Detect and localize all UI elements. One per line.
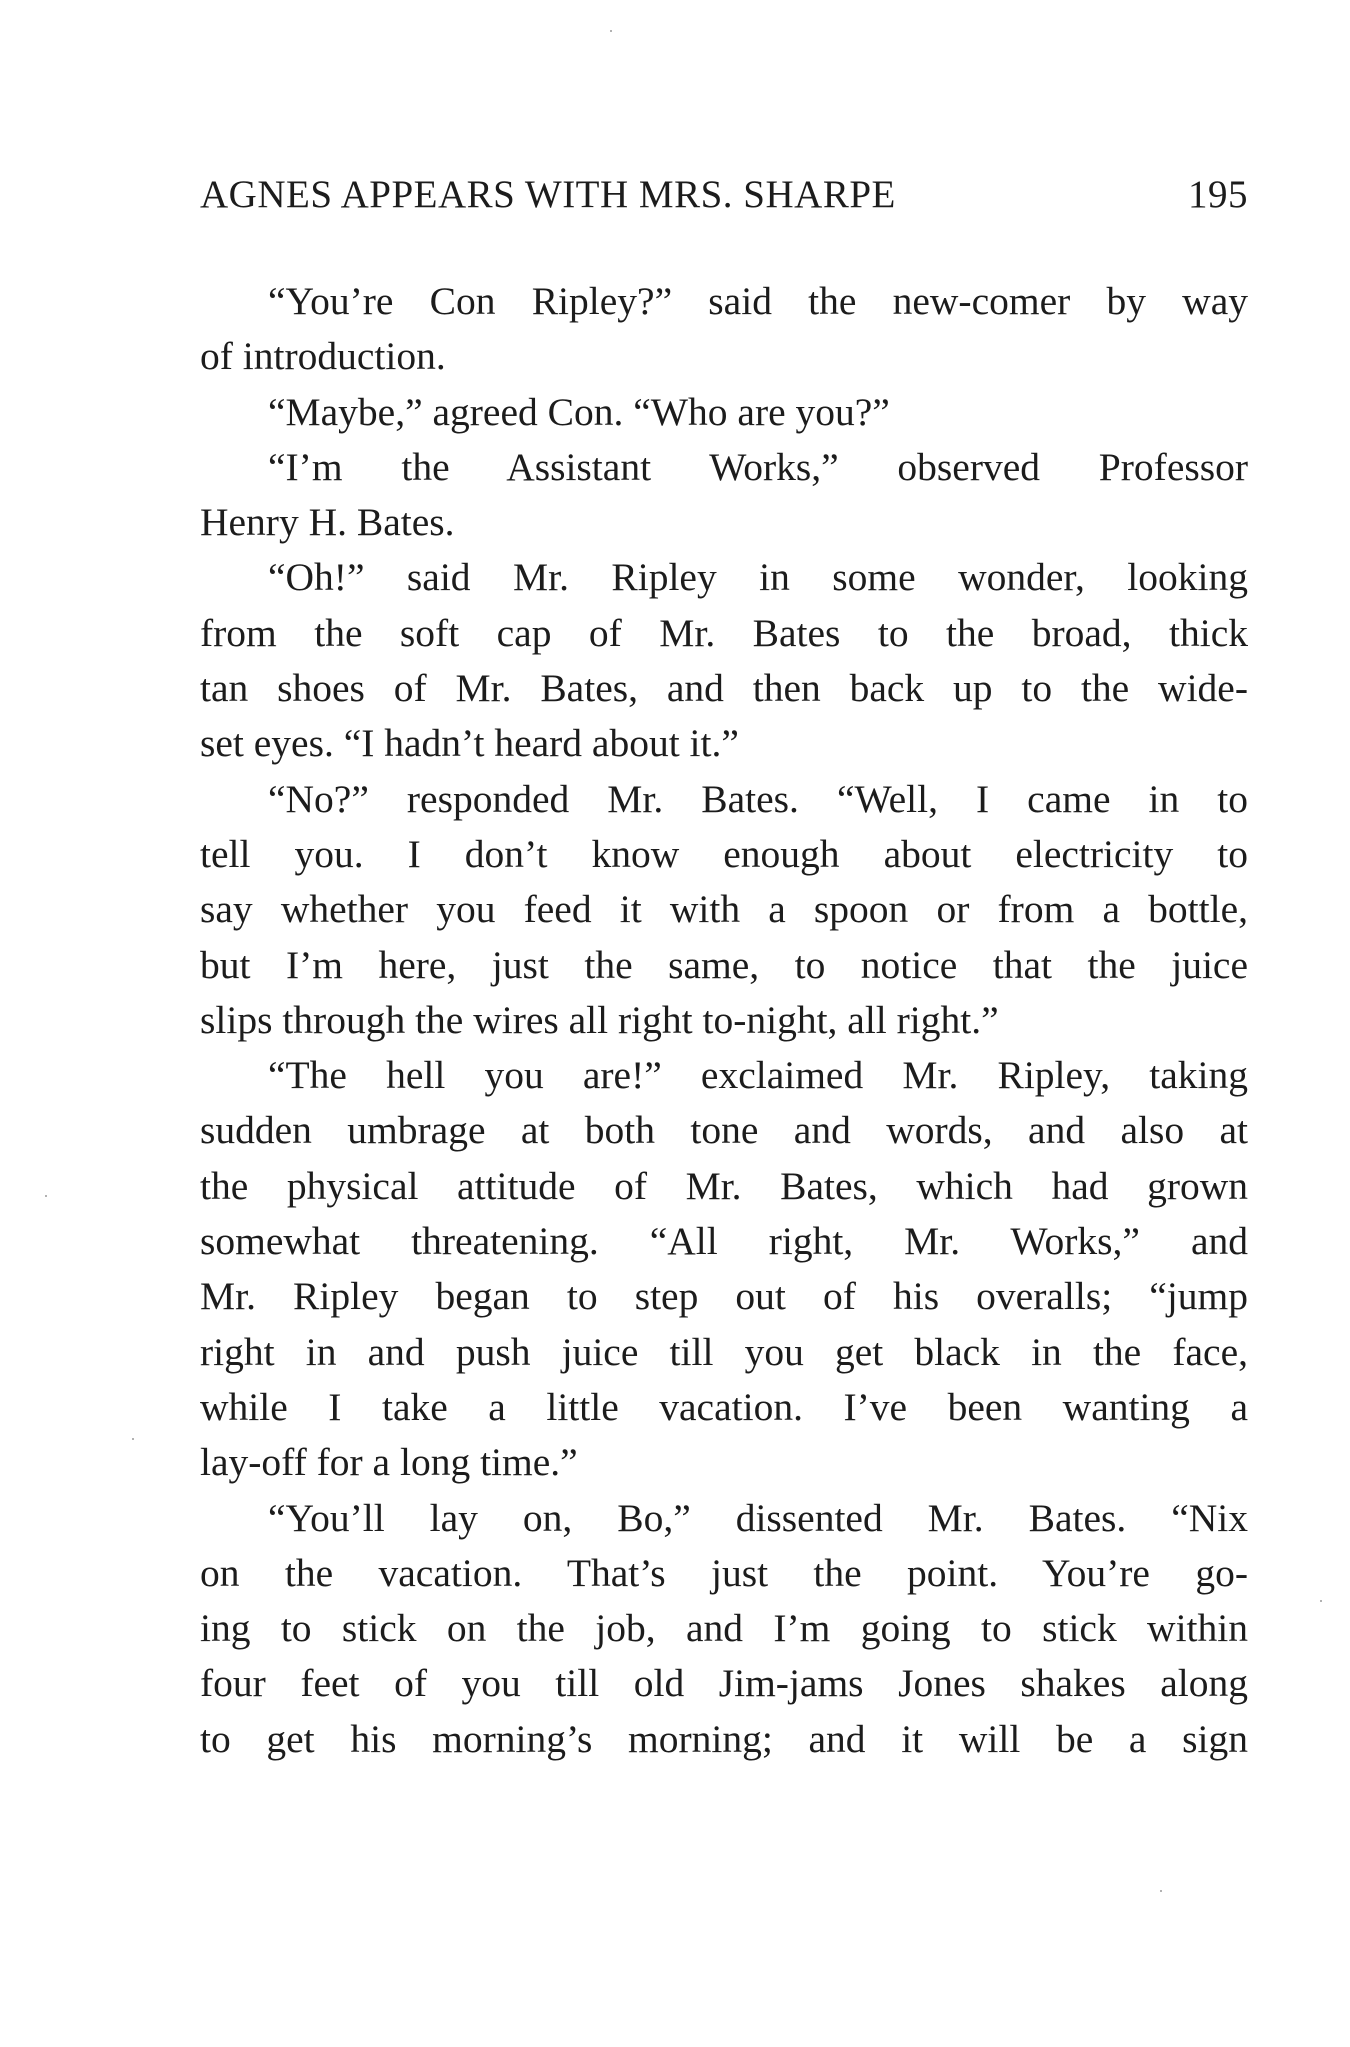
body-text [200,274,1248,1767]
paper-speck [132,1438,134,1440]
text-line: tell you. I don’t know enough about electricity to [200,831,1248,876]
text-line: Mr. Ripley began to step out of his overalls; “jump [200,1274,1248,1319]
text-line: on the vacation. That’s just the point. You’re go- [200,1550,1248,1595]
text-line: slips through the wires all right to-night, all right.” [200,997,999,1042]
text-line: “I’m the Assistant Works,” observed Professor [268,444,1248,489]
paper-speck [45,1195,47,1197]
text-line: from the soft cap of Mr. Bates to the broad, thick [200,610,1248,655]
text-line: “No?” responded Mr. Bates. “Well, I came in to [268,776,1248,821]
text-line: tan shoes of Mr. Bates, and then back up to the wide- [200,666,1248,711]
text-line: lay-off for a long time.” [200,1440,578,1485]
text-line: of introduction. [200,334,446,379]
text-line: sudden umbrage at both tone and words, and also at [200,1108,1248,1153]
text-line: “You’ll lay on, Bo,” dissented Mr. Bates. “Nix [268,1495,1248,1540]
page-number: 195 [1188,173,1248,216]
text-line: ing to stick on the job, and I’m going to stick within [200,1606,1248,1651]
text-line: to get his morning’s morning; and it will be a sign [200,1716,1248,1761]
text-line: “The hell you are!” exclaimed Mr. Ripley, taking [268,1053,1248,1098]
text-line: say whether you feed it with a spoon or from a bottle, [200,887,1248,932]
chapter-title: AGNES APPEARS WITH MRS. SHARPE [200,173,896,216]
text-line: the physical attitude of Mr. Bates, which had grown [200,1163,1248,1208]
text-line: four feet of you till old Jim-jams Jones shakes along [200,1661,1248,1706]
paper-speck [1160,1890,1162,1892]
paper-speck [610,30,612,32]
text-line: “You’re Con Ripley?” said the new-comer by way [268,279,1248,323]
text-line: “Maybe,” agreed Con. “Who are you?” [268,389,890,434]
text-line: right in and push juice till you get black in the face, [200,1329,1248,1374]
text-line: while I take a little vacation. I’ve been wanting a [200,1384,1248,1429]
text-line: set eyes. “I hadn’t heard about it.” [200,721,739,766]
text-line: but I’m here, just the same, to notice that the juice [200,942,1248,987]
text-line: somewhat threatening. “All right, Mr. Works,” and [200,1219,1248,1264]
running-head [200,172,1248,232]
text-line: Henry H. Bates. [200,500,455,545]
paper-speck [1320,1600,1322,1602]
text-line: “Oh!” said Mr. Ripley in some wonder, looking [268,555,1248,600]
